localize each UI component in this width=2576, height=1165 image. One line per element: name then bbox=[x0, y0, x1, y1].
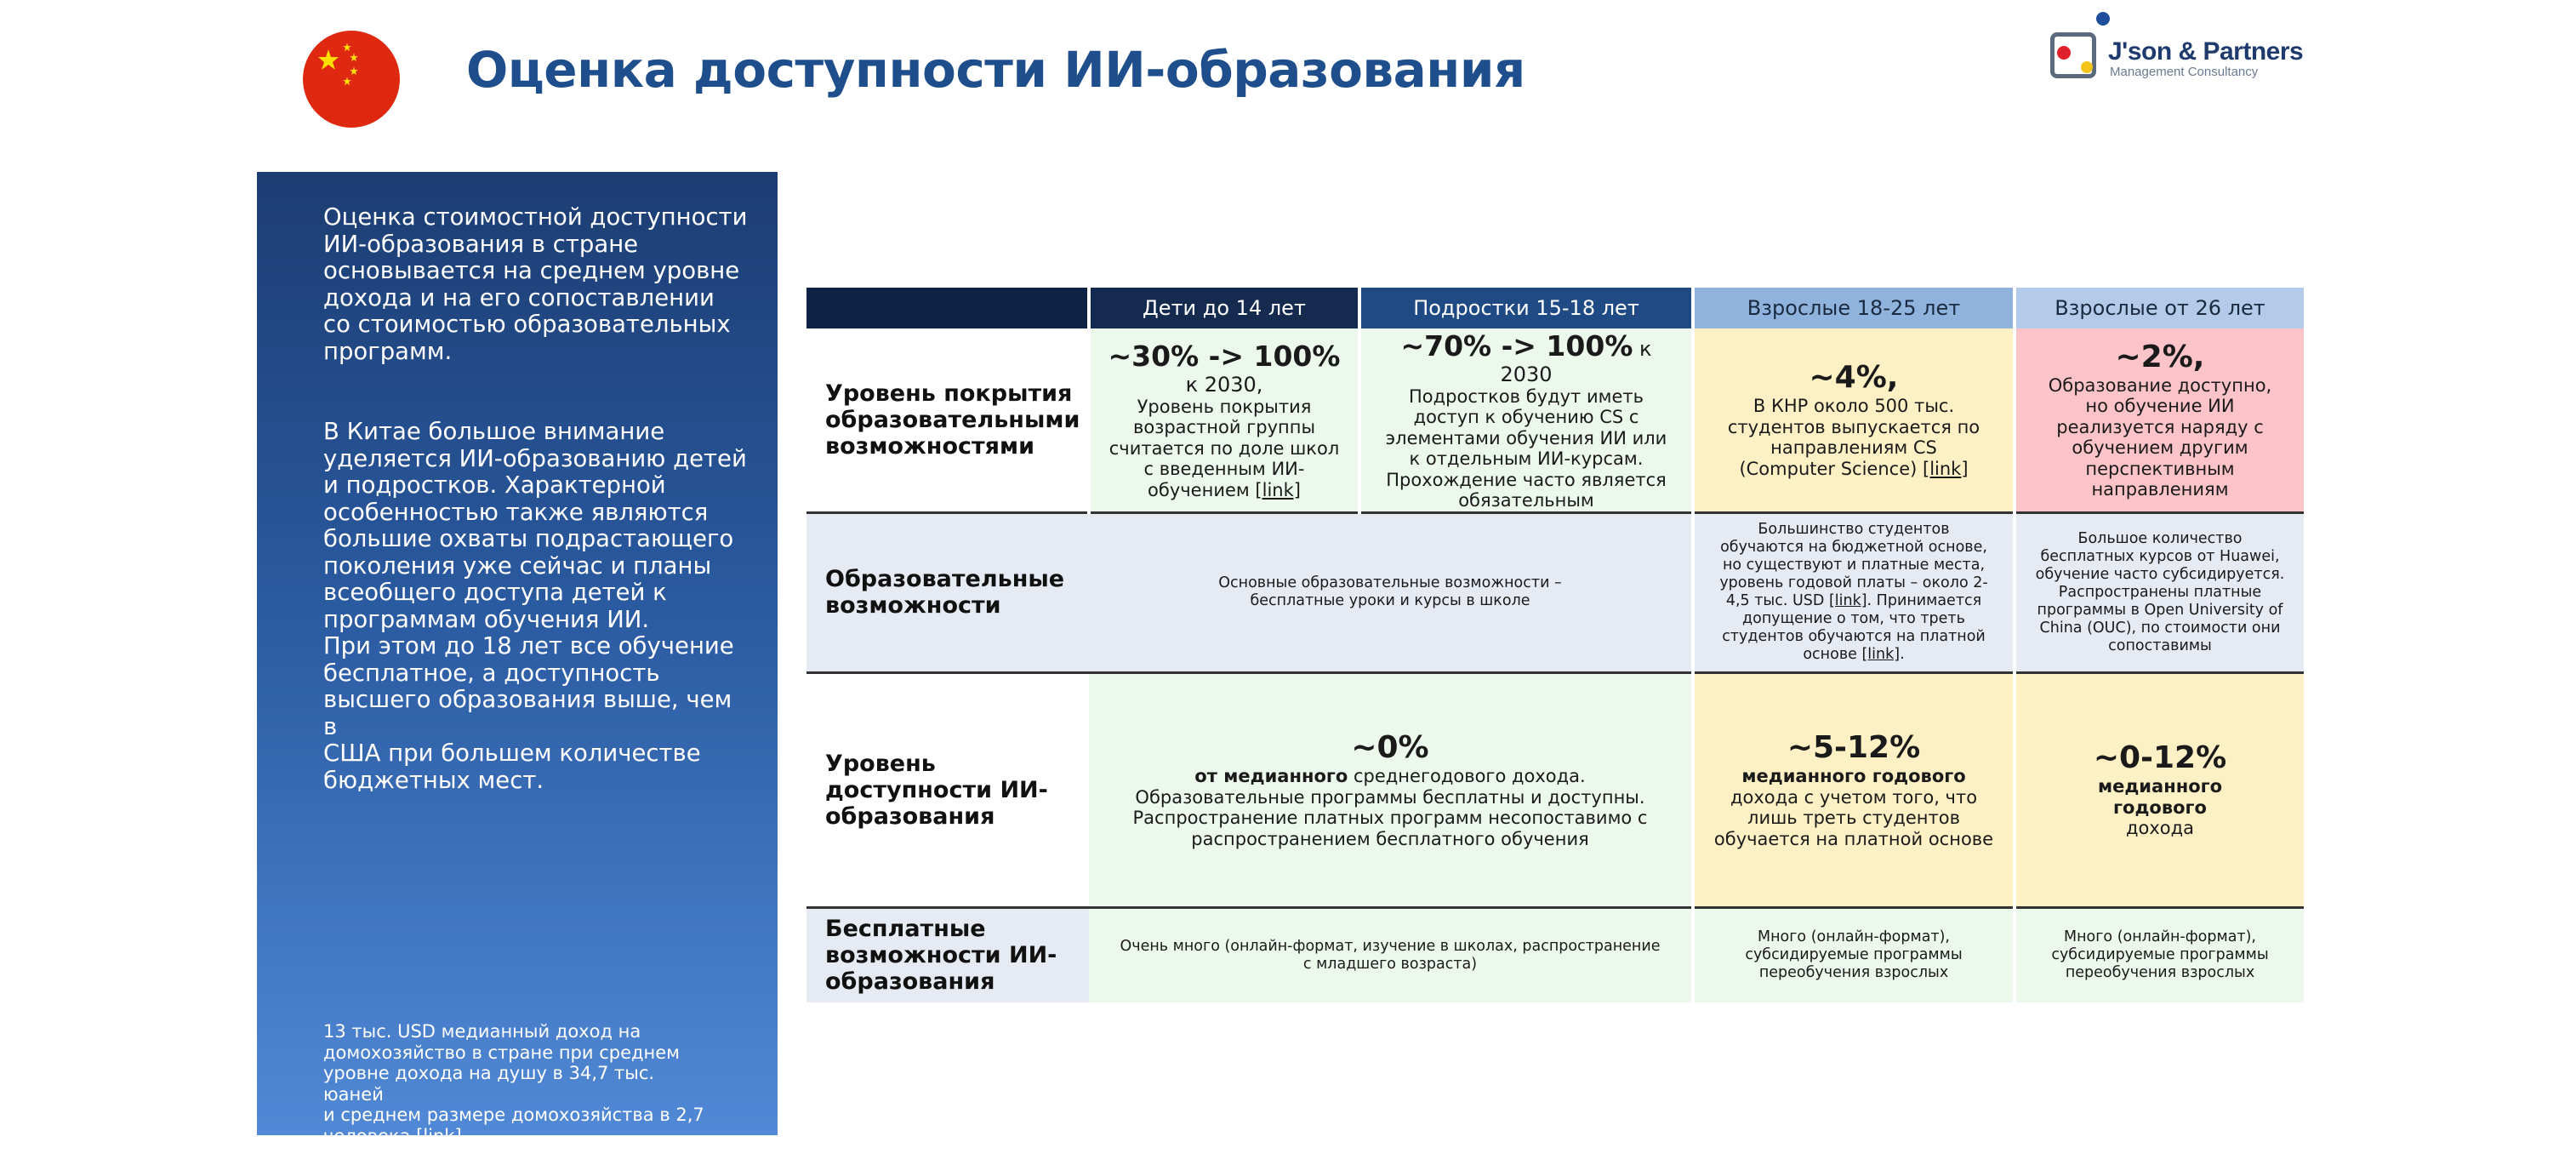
opportunities-adults-18-25-link[interactable]: [link] bbox=[1828, 592, 1867, 609]
row-label-free: Бесплатные возможности ИИ-образования bbox=[806, 907, 1089, 1002]
logo-dot-blue-icon bbox=[2096, 12, 2110, 26]
coverage-children-target: к 2030, bbox=[1185, 373, 1263, 397]
row-label-opportunities: Образовательные возможности bbox=[806, 512, 1089, 672]
opportunities-adults-18-25-text2: . Принимается допущение о том, что треть студентов обучаются на платной основе bbox=[1722, 592, 1986, 663]
col-header-adults-26: Взрослые от 26 лет bbox=[2015, 288, 2304, 328]
sidebar-intro-text: Оценка стоимостной доступности ИИ-образования в стране основывается на среднем уровне дохода и на его сопоставлении со стоимостью образовательных программ. bbox=[323, 203, 748, 365]
row-label-affordability: Уровень доступности ИИ-образования bbox=[806, 672, 1089, 907]
table-row bbox=[806, 672, 2304, 907]
cell-opportunities-minors: Основные образовательные возможности – бесплатные уроки и курсы в школе bbox=[1089, 512, 1693, 672]
affordability-minors-bold: от медианного bbox=[1194, 766, 1348, 786]
affordability-adults-26-value: ~0-12% bbox=[2093, 740, 2227, 776]
company-logo bbox=[2040, 12, 2312, 89]
table-row bbox=[806, 907, 2304, 1002]
cell-coverage-adults-26 bbox=[2015, 328, 2304, 512]
cell-coverage-teens bbox=[1359, 328, 1693, 512]
china-flag-icon bbox=[303, 31, 400, 128]
coverage-teens-text: Подростков будут иметь доступ к обучению CS с элементами обучения ИИ или к отдельным ИИ-курсам. Прохождение часто является обязательным bbox=[1385, 385, 1667, 511]
cell-coverage-adults-18-25 bbox=[1693, 328, 2015, 512]
table-header-corner bbox=[806, 288, 1089, 328]
affordability-adults-18-25-text: дохода с учетом того, что лишь треть студентов обучается на платной основе bbox=[1713, 786, 1994, 849]
opportunities-adults-18-25-end: . bbox=[1900, 646, 1905, 663]
col-header-adults-18-25: Взрослые 18-25 лет bbox=[1693, 288, 2015, 328]
cell-opportunities-adults-18-25 bbox=[1693, 512, 2015, 672]
table-row bbox=[806, 328, 2304, 512]
coverage-adults-26-text: Образование доступно, но обучение ИИ реализуется наряду с обучением другим перспективным направлениям bbox=[2048, 374, 2272, 500]
cell-coverage-children bbox=[1089, 328, 1359, 512]
affordability-adults-26-text: дохода bbox=[2125, 818, 2195, 839]
affordability-adults-18-25-value: ~5-12% bbox=[1787, 730, 1921, 765]
affordability-table bbox=[806, 288, 2304, 1002]
coverage-children-text: Уровень покрытия возрастной группы считается по доле школ с введенным ИИ-обучением bbox=[1108, 396, 1340, 500]
sidebar-footnote-link[interactable]: [link] bbox=[416, 1125, 462, 1146]
col-header-teens: Подростки 15-18 лет bbox=[1359, 288, 1693, 328]
coverage-teens-target: к 2030 bbox=[1500, 337, 1652, 386]
coverage-children-link[interactable]: [link] bbox=[1255, 479, 1301, 500]
cell-affordability-adults-18-25 bbox=[1693, 672, 2015, 907]
opportunities-adults-18-25-text: Большинство студентов обучаются на бюджетной основе, но существуют и платные места, уровень годовой платы – около 2-4,5 тыс. USD bbox=[1719, 521, 1988, 609]
coverage-adults-26-value: ~2%, bbox=[2115, 339, 2205, 374]
cell-affordability-adults-26 bbox=[2015, 672, 2304, 907]
table-header-row bbox=[806, 288, 2304, 328]
table-row bbox=[806, 512, 2304, 672]
logo-name: J'son & Partners bbox=[2108, 37, 2304, 66]
cell-free-adults-26: Много (онлайн-формат), субсидируемые программы переобучения взрослых bbox=[2015, 907, 2304, 1002]
coverage-adults-18-25-value: ~4%, bbox=[1809, 360, 1899, 396]
cell-free-minors: Очень много (онлайн-формат, изучение в школах, распространение с младшего возраста) bbox=[1089, 907, 1693, 1002]
sidebar-footnote-text: 13 тыс. USD медианный доход на домохозяйство в стране при среднем уровне дохода на душу в 34,7 тыс. юаней и среднем размере домохозяйства в 2,7 человека bbox=[323, 1021, 704, 1146]
coverage-children-value: ~30% -> 100% bbox=[1108, 340, 1341, 374]
affordability-adults-18-25-bold: медианного годового bbox=[1741, 766, 1966, 786]
sidebar-panel bbox=[257, 172, 778, 1146]
affordability-minors-value: ~0% bbox=[1351, 730, 1429, 765]
logo-dot-yellow-icon bbox=[2081, 61, 2093, 73]
row-label-coverage: Уровень покрытия образовательными возможностями bbox=[825, 380, 1080, 460]
affordability-adults-26-bold: медианного годового bbox=[2097, 776, 2223, 818]
col-header-children: Дети до 14 лет bbox=[1089, 288, 1359, 328]
coverage-teens-value: ~70% -> 100% bbox=[1400, 329, 1633, 363]
cell-opportunities-adults-26: Большое количество бесплатных курсов от Huawei, обучение часто субсидируется. Распространены платные программы в Open University of China (OUC), по стоимости они сопоставимы bbox=[2015, 512, 2304, 672]
coverage-adults-18-25-text: В КНР около 500 тыс. студентов выпускается по направлениям CS (Computer Science) bbox=[1727, 396, 1980, 479]
opportunities-adults-18-25-link2[interactable]: [link] bbox=[1861, 646, 1901, 663]
cell-affordability-minors bbox=[1089, 672, 1693, 907]
cell-free-adults-18-25: Много (онлайн-формат), субсидируемые программы переобучения взрослых bbox=[1693, 907, 2015, 1002]
logo-dot-red-icon bbox=[2057, 46, 2071, 60]
page-title: Оценка доступности ИИ-образования bbox=[466, 41, 1525, 99]
coverage-adults-18-25-link[interactable]: [link] bbox=[1923, 458, 1969, 479]
sidebar-footnote bbox=[323, 1021, 715, 1146]
logo-subtitle: Management Consultancy bbox=[2110, 65, 2259, 79]
affordability-minors-text: среднегодового дохода. Образовательные программы бесплатны и доступны. Распространение платных программ несопоставимо с распространением бесплатного обучения bbox=[1132, 766, 1648, 849]
sidebar-china-text: В Китае большое внимание уделяется ИИ-образованию детей и подростков. Характерной особенностью также являются большие охваты подрастающего поколения уже сейчас и планы всеобщего доступа детей к программам обучения ИИ. При этом до 18 лет все обучение бесплатное, а доступность высшего образования выше, чем в США при большем количестве бюджетных мест. bbox=[323, 418, 747, 794]
